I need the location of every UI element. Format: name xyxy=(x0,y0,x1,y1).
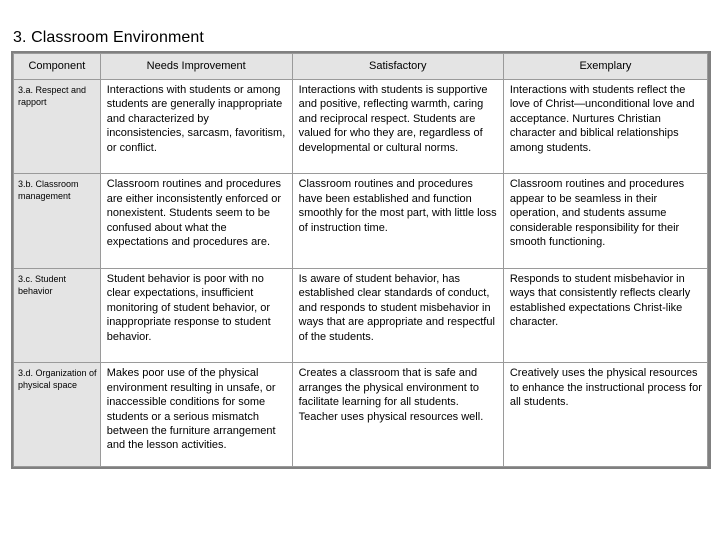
table-row xyxy=(14,363,708,467)
header-exemplary: Exemplary xyxy=(503,54,707,80)
header-row xyxy=(14,54,708,80)
exemplary-cell: Interactions with students reflect the love of Christ—unconditional love and acceptance. Nurtures Christian character and biblical relationships among students. xyxy=(503,80,707,174)
exemplary-cell: Creatively uses the physical resources to enhance the instructional process for all students. xyxy=(503,363,707,467)
rubric-table xyxy=(13,53,708,467)
table-row xyxy=(14,268,708,362)
component-cell: 3.a. Respect and rapport xyxy=(14,80,101,174)
satisfactory-cell: Creates a classroom that is safe and arranges the physical environment to facilitate learning for all students. Teacher uses physical resources well. xyxy=(292,363,503,467)
page-title: 3. Classroom Environment xyxy=(13,29,204,46)
component-cell: 3.c. Student behavior xyxy=(14,268,101,362)
header-satisfactory: Satisfactory xyxy=(292,54,503,80)
component-cell: 3.d. Organization of physical space xyxy=(14,363,101,467)
header-needs-improvement: Needs Improvement xyxy=(100,54,292,80)
needs-improvement-cell: Student behavior is poor with no clear expectations, insufficient monitoring of student behavior, or inappropriate response to student behavior. xyxy=(100,268,292,362)
component-cell: 3.b. Classroom management xyxy=(14,174,101,268)
table-row xyxy=(14,174,708,268)
needs-improvement-cell: Interactions with students or among students are generally inappropriate and characterized by inconsistencies, sarcasm, favoritism, or conflict. xyxy=(100,80,292,174)
needs-improvement-cell: Classroom routines and procedures are either inconsistently enforced or nonexistent. Students seem to be confused about what the expectations and procedures are. xyxy=(100,174,292,268)
exemplary-cell: Responds to student misbehavior in ways that consistently reflects clearly established expectations Christ-like character. xyxy=(503,268,707,362)
needs-improvement-cell: Makes poor use of the physical environment resulting in unsafe, or inaccessible conditions for some students or a serious mismatch between the furniture arrangement and the lesson activities. xyxy=(100,363,292,467)
rubric-table-frame xyxy=(11,51,711,469)
satisfactory-cell: Classroom routines and procedures have been established and function smoothly for the most part, with little loss of instruction time. xyxy=(292,174,503,268)
header-component: Component xyxy=(14,54,101,80)
table-row xyxy=(14,80,708,174)
exemplary-cell: Classroom routines and procedures appear to be seamless in their operation, and students assume considerable responsibility for their smooth functioning. xyxy=(503,174,707,268)
satisfactory-cell: Interactions with students is supportive and positive, reflecting warmth, caring and reciprocal respect. Students are valued for who they are, regardless of developmental or cultural norms. xyxy=(292,80,503,174)
satisfactory-cell: Is aware of student behavior, has established clear standards of conduct, and responds to student misbehavior in ways that are appropriate and respectful of the students. xyxy=(292,268,503,362)
